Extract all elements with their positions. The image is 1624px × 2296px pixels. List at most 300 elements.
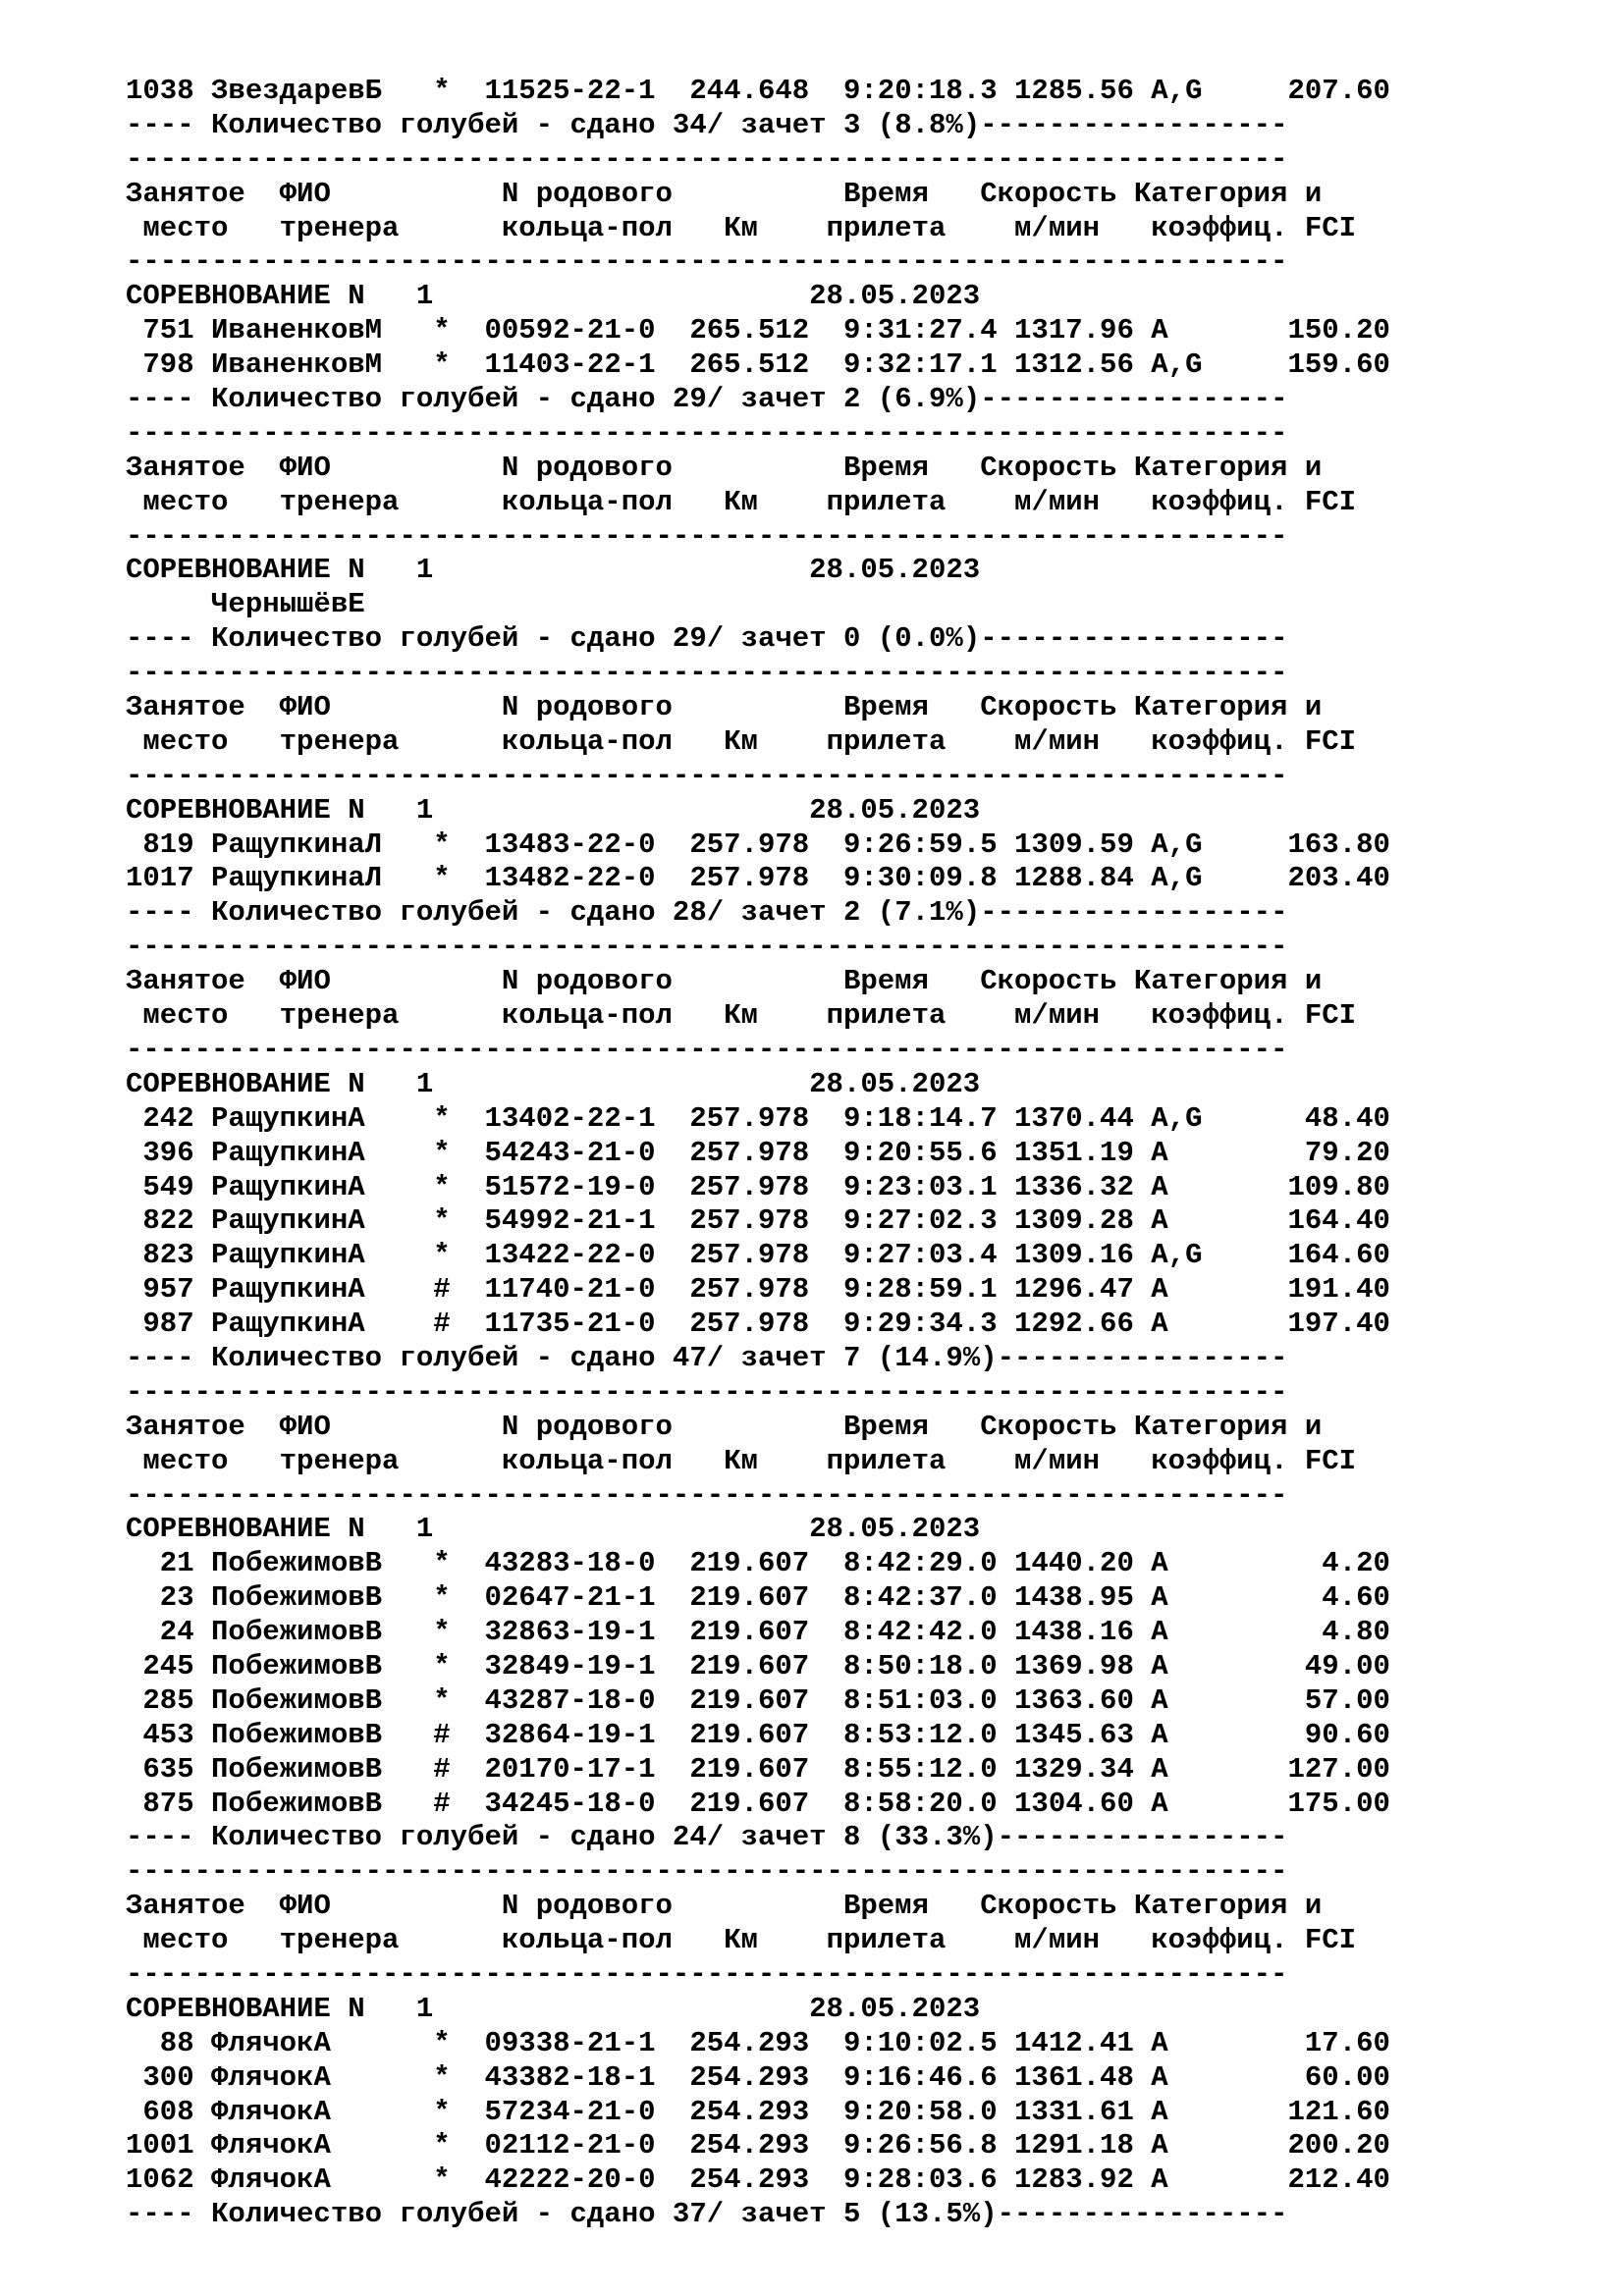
arrival-time: 8:55:12.0 [842, 1752, 998, 1786]
header-ring: N родового [501, 1410, 843, 1443]
place: 300 [126, 2060, 194, 2094]
ring-number: 13402-22-1 [484, 1101, 656, 1135]
competition-date: 28.05.2023 [809, 1992, 981, 2025]
place: 798 [126, 348, 194, 382]
category: A [1151, 1136, 1203, 1169]
header-ring: кольца-пол [501, 1444, 725, 1477]
scored-count: 3 [842, 108, 861, 141]
header-row-2 [126, 212, 1390, 246]
trainer-name: ПобежимовВ [211, 1787, 416, 1820]
competition-line [126, 794, 1390, 828]
place: 24 [126, 1616, 194, 1649]
arrival-time: 9:30:09.8 [842, 862, 998, 895]
table-row [126, 2027, 1390, 2061]
header-name: ФИО [279, 691, 502, 724]
summary-line: ---- Количество голубей - сдано 28/ зачет 2 (7.1%)------------------ [126, 896, 1288, 930]
table-row [126, 1547, 1390, 1581]
competition-line [126, 1068, 1390, 1102]
distance-km: 257.978 [689, 1204, 810, 1238]
speed: 1292.66 [1014, 1308, 1134, 1341]
trainer-name: ФлячокА [211, 2163, 416, 2197]
header-speed: м/мин [1014, 724, 1134, 758]
header-row-2 [126, 1445, 1390, 1479]
category: A,G [1151, 348, 1203, 382]
speed: 1361.48 [1014, 2060, 1134, 2094]
place: 23 [126, 1581, 194, 1615]
header-time: прилета [826, 999, 963, 1033]
results-report [126, 75, 1390, 2232]
distance-km: 254.293 [689, 2129, 810, 2163]
header-category: коэффиц. FCI [1151, 1924, 1357, 1957]
place: 823 [126, 1239, 194, 1272]
scored-percent: 14.9% [894, 1341, 981, 1374]
header-name: тренера [279, 1444, 502, 1477]
competition-date: 28.05.2023 [809, 793, 981, 827]
mark: * [433, 2095, 451, 2128]
speed: 1438.16 [1014, 1616, 1134, 1649]
header-name: тренера [279, 211, 502, 244]
arrival-time: 8:51:03.0 [842, 1683, 998, 1717]
mark: * [433, 2129, 451, 2163]
ring-number: 54243-21-0 [484, 1136, 656, 1169]
header-place: Занятое [126, 451, 245, 484]
table-row [126, 348, 1390, 383]
header-ring: кольца-пол [501, 724, 725, 758]
summary-line: ---- Количество голубей - сдано 34/ зачет 3 (8.8%)------------------ [126, 108, 1288, 141]
ring-number: 43283-18-0 [484, 1547, 656, 1580]
place: 875 [126, 1787, 194, 1820]
table-row [126, 588, 1390, 622]
table-row [126, 75, 1390, 109]
dashed-divider: -------------------------------------------------------------------- [126, 1478, 1288, 1512]
competition-label: СОРЕВНОВАНИЕ N [126, 554, 365, 587]
header-name: тренера [279, 1924, 502, 1957]
summary-line: ---- Количество голубей - сдано 29/ зачет 0 (0.0%)------------------ [126, 622, 1288, 656]
arrival-time: 9:27:03.4 [842, 1239, 998, 1272]
header-time: прилета [826, 1444, 963, 1477]
mark: * [433, 75, 451, 107]
arrival-time: 9:20:55.6 [842, 1136, 998, 1169]
ring-number: 13482-22-0 [484, 862, 656, 895]
header-place: место [142, 211, 263, 244]
summary-label: Количество голубей [211, 383, 519, 416]
table-row [126, 1581, 1390, 1616]
fci-coef: 17.60 [1202, 2026, 1390, 2059]
dashed-divider: -------------------------------------------------------------------- [126, 931, 1288, 964]
arrival-time: 9:27:02.3 [842, 1204, 998, 1238]
distance-km: 257.978 [689, 1273, 810, 1307]
header-place: Занятое [126, 965, 245, 998]
place: 957 [126, 1273, 194, 1307]
header-time: прилета [826, 1924, 963, 1957]
category: A,G [1151, 1239, 1203, 1272]
fci-coef: 79.20 [1202, 1136, 1390, 1169]
speed: 1370.44 [1014, 1101, 1134, 1135]
header-place: место [142, 724, 263, 758]
speed: 1317.96 [1014, 314, 1134, 347]
header-km: Км [724, 1924, 827, 1957]
header-row-1 [126, 452, 1390, 486]
trainer-name: ФлячокА [211, 2060, 416, 2094]
trainer-name: РащупкинА [211, 1273, 416, 1307]
distance-km: 244.648 [689, 75, 810, 107]
fci-coef: 57.00 [1202, 1683, 1390, 1717]
place: 819 [126, 828, 194, 861]
header-speed: м/мин [1014, 1444, 1134, 1477]
submitted-count: 28 [672, 896, 707, 930]
table-row [126, 1137, 1390, 1171]
header-speed: Скорость [980, 965, 1117, 998]
competition-label: СОРЕВНОВАНИЕ N [126, 1513, 365, 1546]
mark: # [433, 1718, 451, 1751]
speed: 1296.47 [1014, 1273, 1134, 1307]
header-ring: кольца-пол [501, 485, 725, 518]
arrival-time: 9:10:02.5 [842, 2026, 998, 2059]
fci-coef: 4.80 [1202, 1616, 1390, 1649]
header-category: Категория и [1133, 1410, 1323, 1443]
header-category: коэффиц. FCI [1151, 999, 1357, 1033]
header-category: Категория и [1133, 451, 1323, 484]
arrival-time: 9:26:56.8 [842, 2129, 998, 2163]
category: A [1151, 1683, 1203, 1717]
header-km: Км [724, 211, 827, 244]
header-place: место [142, 999, 263, 1033]
header-place: место [142, 1924, 263, 1957]
category: A [1151, 314, 1203, 347]
trainer-name: ПобежимовВ [211, 1683, 416, 1717]
trainer-name: ЗвездаревБ [211, 75, 416, 107]
trainer-name: РащупкинА [211, 1170, 416, 1203]
header-category: коэффиц. FCI [1151, 211, 1357, 244]
competition-number: 1 [415, 793, 810, 827]
distance-km: 257.978 [689, 1136, 810, 1169]
distance-km: 219.607 [689, 1752, 810, 1786]
ring-number: 20170-17-1 [484, 1752, 656, 1786]
ring-number: 57234-21-0 [484, 2095, 656, 2128]
distance-km: 257.978 [689, 862, 810, 895]
header-speed: Скорость [980, 1410, 1117, 1443]
trainer-name: РащупкинА [211, 1239, 416, 1272]
speed: 1283.92 [1014, 2163, 1134, 2197]
place: 608 [126, 2095, 194, 2128]
trainer-name: РащупкинаЛ [211, 828, 416, 861]
ring-number: 09338-21-1 [484, 2026, 656, 2059]
header-ring: N родового [501, 965, 843, 998]
distance-km: 254.293 [689, 2026, 810, 2059]
summary-label: Количество голубей [211, 1821, 519, 1854]
speed: 1440.20 [1014, 1547, 1134, 1580]
category: A [1151, 1547, 1203, 1580]
dashed-divider: -------------------------------------------------------------------- [126, 1375, 1288, 1409]
mark: # [433, 1273, 451, 1307]
table-row [126, 1616, 1390, 1650]
header-speed: Скорость [980, 1890, 1117, 1923]
table-row [126, 1719, 1390, 1753]
header-ring: кольца-пол [501, 1924, 725, 1957]
competition-label: СОРЕВНОВАНИЕ N [126, 1067, 365, 1100]
speed: 1309.16 [1014, 1239, 1134, 1272]
distance-km: 219.607 [689, 1649, 810, 1682]
category: A [1151, 1273, 1203, 1307]
category: A,G [1151, 1101, 1203, 1135]
fci-coef: 203.40 [1202, 862, 1390, 895]
fci-coef: 159.60 [1202, 348, 1390, 382]
table-row [126, 2061, 1390, 2096]
arrival-time: 9:16:46.6 [842, 2060, 998, 2094]
ring-number: 51572-19-0 [484, 1170, 656, 1203]
speed: 1336.32 [1014, 1170, 1134, 1203]
fci-coef: 150.20 [1202, 314, 1390, 347]
arrival-time: 9:20:58.0 [842, 2095, 998, 2128]
distance-km: 219.607 [689, 1787, 810, 1820]
fci-coef: 4.20 [1202, 1547, 1390, 1580]
summary-line: ---- Количество голубей - сдано 37/ зачет 5 (13.5%)----------------- [126, 2198, 1288, 2231]
competition-number: 1 [415, 1992, 810, 2025]
header-ring: кольца-пол [501, 999, 725, 1033]
mark: * [433, 1239, 451, 1272]
speed: 1309.59 [1014, 828, 1134, 861]
header-row-1 [126, 965, 1390, 999]
category: A [1151, 2060, 1203, 2094]
header-place: Занятое [126, 691, 245, 724]
category: A [1151, 1204, 1203, 1238]
fci-coef: 197.40 [1202, 1308, 1390, 1341]
category: A [1151, 1616, 1203, 1649]
trainer-name: ПобежимовВ [211, 1752, 416, 1786]
scored-percent: 8.8% [894, 108, 963, 141]
fci-coef: 121.60 [1202, 2095, 1390, 2128]
competition-label: СОРЕВНОВАНИЕ N [126, 1992, 365, 2025]
distance-km: 257.978 [689, 828, 810, 861]
ring-number: 11740-21-0 [484, 1273, 656, 1307]
place: 1017 [126, 862, 194, 895]
header-time: Время [842, 1410, 929, 1443]
arrival-time: 8:58:20.0 [842, 1787, 998, 1820]
ring-number: 13422-22-0 [484, 1239, 656, 1272]
header-place: Занятое [126, 1410, 245, 1443]
speed: 1288.84 [1014, 862, 1134, 895]
mark: * [433, 1170, 451, 1203]
ring-number: 00592-21-0 [484, 314, 656, 347]
competition-line [126, 1513, 1390, 1547]
header-time: прилета [826, 485, 963, 518]
arrival-time: 9:23:03.1 [842, 1170, 998, 1203]
mark: # [433, 1787, 451, 1820]
submitted-count: 29 [672, 622, 707, 656]
speed: 1285.56 [1014, 75, 1134, 107]
header-row-2 [126, 1924, 1390, 1958]
mark: * [433, 1101, 451, 1135]
scored-percent: 6.9% [894, 383, 963, 416]
header-time: прилета [826, 724, 963, 758]
scored-percent: 13.5% [894, 2198, 981, 2231]
speed: 1438.95 [1014, 1581, 1134, 1615]
ring-number: 11403-22-1 [484, 348, 656, 382]
speed: 1309.28 [1014, 1204, 1134, 1238]
ring-number: 13483-22-0 [484, 828, 656, 861]
speed: 1412.41 [1014, 2026, 1134, 2059]
category: A [1151, 2095, 1203, 2128]
arrival-time: 9:18:14.7 [842, 1101, 998, 1135]
arrival-time: 9:28:59.1 [842, 1273, 998, 1307]
competition-number: 1 [415, 1513, 810, 1546]
arrival-time: 9:20:18.3 [842, 75, 998, 107]
distance-km: 257.978 [689, 1170, 810, 1203]
header-km: Км [724, 724, 827, 758]
header-category: Категория и [1133, 1890, 1323, 1923]
speed: 1351.19 [1014, 1136, 1134, 1169]
trainer-name: ИваненковМ [211, 348, 416, 382]
distance-km: 219.607 [689, 1718, 810, 1751]
submitted-count: 24 [672, 1821, 707, 1854]
arrival-time: 9:29:34.3 [842, 1308, 998, 1341]
distance-km: 257.978 [689, 1101, 810, 1135]
dashed-divider: -------------------------------------------------------------------- [126, 142, 1288, 176]
scored-count: 0 [842, 622, 861, 656]
speed: 1312.56 [1014, 348, 1134, 382]
header-name: ФИО [279, 1890, 502, 1923]
competition-date: 28.05.2023 [809, 280, 981, 313]
header-row-1 [126, 1411, 1390, 1445]
place: 635 [126, 1752, 194, 1786]
trainer-name: ФлячокА [211, 2129, 416, 2163]
header-speed: Скорость [980, 451, 1117, 484]
ring-number: 32849-19-1 [484, 1649, 656, 1682]
header-ring: N родового [501, 1890, 843, 1923]
distance-km: 219.607 [689, 1581, 810, 1615]
fci-coef: 164.40 [1202, 1204, 1390, 1238]
submitted-count: 47 [672, 1341, 707, 1374]
fci-coef: 207.60 [1202, 75, 1390, 107]
fci-coef: 200.20 [1202, 2129, 1390, 2163]
competition-number: 1 [415, 1067, 810, 1100]
header-category: Категория и [1133, 177, 1323, 210]
mark: * [433, 314, 451, 347]
header-time: Время [842, 1890, 929, 1923]
trainer-name: ПобежимовВ [211, 1616, 416, 1649]
table-row [126, 828, 1390, 863]
place: 1038 [126, 75, 194, 107]
competition-line [126, 1993, 1390, 2027]
fci-coef: 191.40 [1202, 1273, 1390, 1307]
mark: # [433, 1752, 451, 1786]
place: 1062 [126, 2163, 194, 2197]
summary-label: Количество голубей [211, 108, 519, 141]
trainer-name: РащупкинА [211, 1101, 416, 1135]
header-time: Время [842, 177, 929, 210]
header-category: коэффиц. FCI [1151, 1444, 1357, 1477]
header-name: ФИО [279, 965, 502, 998]
fci-coef: 90.60 [1202, 1718, 1390, 1751]
distance-km: 265.512 [689, 314, 810, 347]
header-place: место [142, 1444, 263, 1477]
mark: # [433, 1308, 451, 1341]
arrival-time: 8:42:37.0 [842, 1581, 998, 1615]
summary-line: ---- Количество голубей - сдано 47/ зачет 7 (14.9%)----------------- [126, 1341, 1288, 1374]
scored-count: 2 [842, 383, 861, 416]
header-ring: N родового [501, 691, 843, 724]
mark: * [433, 1547, 451, 1580]
summary-line: ---- Количество голубей - сдано 24/ зачет 8 (33.3%)----------------- [126, 1821, 1288, 1854]
header-name: тренера [279, 999, 502, 1033]
header-speed: м/мин [1014, 999, 1134, 1033]
speed: 1329.34 [1014, 1752, 1134, 1786]
mark: * [433, 862, 451, 895]
trainer-name: ПобежимовВ [211, 1581, 416, 1615]
dashed-divider: -------------------------------------------------------------------- [126, 657, 1288, 690]
ring-number: 42222-20-0 [484, 2163, 656, 2197]
place: 751 [126, 314, 194, 347]
header-place: место [142, 485, 263, 518]
scored-count: 2 [842, 896, 861, 930]
mark: * [433, 1616, 451, 1649]
category: A [1151, 1581, 1203, 1615]
header-row-2 [126, 999, 1390, 1034]
header-category: коэффиц. FCI [1151, 485, 1357, 518]
arrival-time: 9:26:59.5 [842, 828, 998, 861]
dashed-divider: -------------------------------------------------------------------- [126, 416, 1288, 450]
header-name: ФИО [279, 1410, 502, 1443]
mark: * [433, 828, 451, 861]
trainer-name: ФлячокА [211, 2095, 416, 2128]
arrival-time: 8:50:18.0 [842, 1649, 998, 1682]
place: 453 [126, 1718, 194, 1751]
trainer-name: ИваненковМ [211, 314, 416, 347]
table-row [126, 2096, 1390, 2130]
category: A [1151, 1170, 1203, 1203]
header-speed: м/мин [1014, 1924, 1134, 1957]
header-row-1 [126, 691, 1390, 725]
ring-number: 11735-21-0 [484, 1308, 656, 1341]
distance-km: 265.512 [689, 348, 810, 382]
trainer-name: РащупкинА [211, 1204, 416, 1238]
table-row [126, 314, 1390, 348]
trainer-name: ПобежимовВ [211, 1547, 416, 1580]
table-row [126, 1273, 1390, 1308]
fci-coef: 127.00 [1202, 1752, 1390, 1786]
header-ring: кольца-пол [501, 211, 725, 244]
distance-km: 254.293 [689, 2060, 810, 2094]
distance-km: 257.978 [689, 1239, 810, 1272]
header-place: Занятое [126, 177, 245, 210]
header-km: Км [724, 1444, 827, 1477]
place: 549 [126, 1170, 194, 1203]
table-row [126, 1650, 1390, 1684]
header-time: Время [842, 691, 929, 724]
distance-km: 257.978 [689, 1308, 810, 1341]
header-time: прилета [826, 211, 963, 244]
place: 285 [126, 1683, 194, 1717]
competition-date: 28.05.2023 [809, 1067, 981, 1100]
trainer-name: ЧернышёвЕ [211, 588, 365, 621]
place: 396 [126, 1136, 194, 1169]
table-row [126, 2129, 1390, 2163]
summary-label: Количество голубей [211, 1341, 519, 1374]
arrival-time: 8:42:29.0 [842, 1547, 998, 1580]
header-name: ФИО [279, 177, 502, 210]
table-row [126, 1684, 1390, 1719]
header-speed: м/мин [1014, 485, 1134, 518]
scored-count: 5 [842, 2198, 861, 2231]
speed: 1291.18 [1014, 2129, 1134, 2163]
header-row-2 [126, 486, 1390, 520]
dashed-divider: -------------------------------------------------------------------- [126, 1033, 1288, 1066]
table-row [126, 1239, 1390, 1273]
competition-date: 28.05.2023 [809, 1513, 981, 1546]
ring-number: 43382-18-1 [484, 2060, 656, 2094]
place: 822 [126, 1204, 194, 1238]
fci-coef: 48.40 [1202, 1101, 1390, 1135]
